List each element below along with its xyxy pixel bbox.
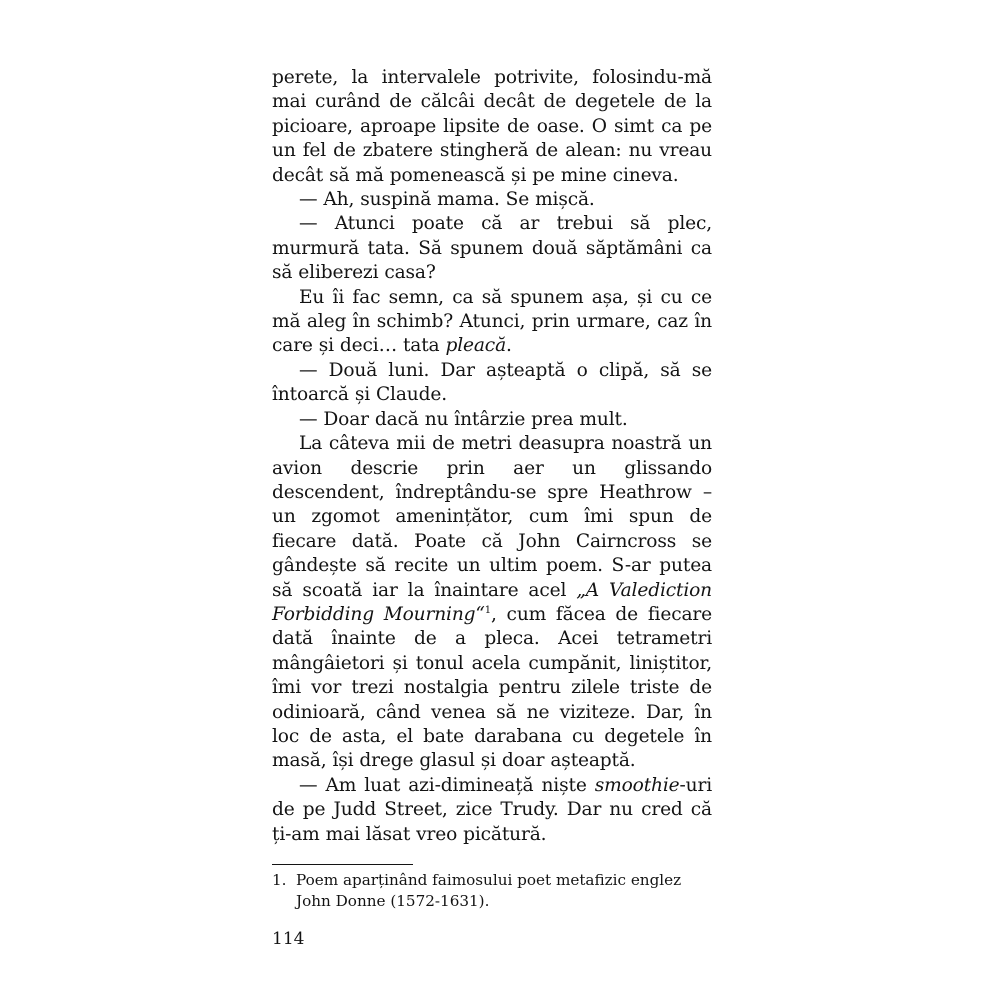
- paragraph-4-text: Eu îi fac semn, ca să spunem așa, și cu ce mă aleg în schimb? Atunci, prin urmare, caz în care și deci… tata: [272, 286, 712, 357]
- paragraph-2: [272, 188, 712, 212]
- footnote-number: 1.: [272, 871, 287, 889]
- paragraph-8-text: — Am luat azi-dimineață niște: [299, 774, 587, 796]
- paragraph-7: [272, 432, 712, 774]
- footnote-divider: [272, 864, 413, 865]
- page-number: 114: [272, 929, 305, 949]
- main-text: [272, 66, 712, 847]
- paragraph-7-end: , cum făcea de fiecare dată înainte de a pleca. Acei tetrametri mângâietori și tonul acela cumpănit, liniștitor, îmi vor trezi nostalgia pentru zilele triste de odinioară, când venea să ne viziteze. Dar, în loc de asta, el bate darabana cu degetele în masă, își drege glasul și doar așteaptă.: [272, 603, 712, 772]
- paragraph-3: [272, 212, 712, 285]
- footnote-text: Poem aparținând faimosului poet metafizic englez John Donne (1572-1631).: [296, 871, 682, 910]
- paragraph-4-end: .: [506, 335, 512, 357]
- italic-word-smoothie: smoothie: [594, 774, 680, 796]
- paragraph-3-text: — Atunci poate că ar trebui să plec, murmură tata. Să spunem două săptămâni ca să eliberezi casa?: [272, 213, 712, 284]
- paragraph-8: [272, 774, 712, 847]
- book-page: [272, 66, 712, 847]
- paragraph-1: [272, 66, 712, 188]
- footnote: [272, 870, 712, 911]
- paragraph-5: [272, 359, 712, 408]
- paragraph-7-text: La câteva mii de metri deasupra noastră un avion descrie prin aer un glissando descendent, îndreptându-se spre Heathrow – un zgomot amenințător, cum îmi spun de fiecare dată. Poate că John Cairncross se gândește să recite un ultim poem. S-ar putea să scoată iar la înaintare acel: [272, 433, 712, 601]
- paragraph-2-text: — Ah, suspină mama. Se mișcă.: [299, 189, 595, 211]
- poem-title-italic: „A Valediction Forbidding Mourning“: [272, 579, 712, 625]
- paragraph-6: [272, 408, 712, 432]
- paragraph-1-text: perete, la intervalele potrivite, folosindu-mă mai curând de călcâi decât de degetele de la picioare, aproape lipsite de oase. O simt ca pe un fel de zbatere stingheră de alean: nu vreau decât să mă pomenească și pe mine cineva.: [272, 67, 712, 186]
- footnote-reference: 1: [484, 604, 492, 616]
- paragraph-4: [272, 286, 712, 359]
- paragraph-5-text: — Două luni. Dar așteaptă o clipă, să se întoarcă și Claude.: [272, 359, 712, 406]
- italic-word-pleaca: pleacă: [445, 335, 507, 357]
- paragraph-8-end: -uri de pe Judd Street, zice Trudy. Dar nu cred că ți-am mai lăsat vreo picătură.: [272, 774, 713, 845]
- paragraph-6-text: — Doar dacă nu întârzie prea mult.: [299, 408, 628, 430]
